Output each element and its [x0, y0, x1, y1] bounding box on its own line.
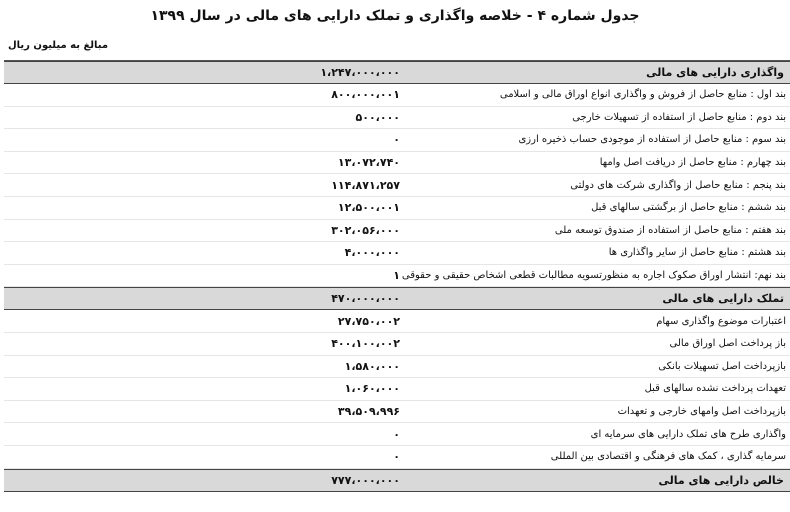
row-value: ۱۱۴،۸۷۱،۲۵۷ [331, 178, 400, 192]
section-label: خالص دارایی های مالی [658, 473, 784, 487]
row-value: ۴،۰۰۰،۰۰۰ [344, 246, 400, 260]
unit-note: مبالغ به میلیون ریال [8, 40, 109, 51]
row-label: بند پنجم : منابع حاصل از واگذاری شرکت های دولتی [570, 179, 786, 191]
row-label: بند سوم : منابع حاصل از استفاده از موجودی حساب ذخیره ارزی [518, 134, 786, 146]
row-label: بازپرداخت اصل وامهای خارجی و تعهدات [617, 406, 786, 418]
section-label: تملک دارایی های مالی [662, 292, 784, 306]
section-row [4, 469, 790, 492]
row-value: ۴۰۰،۱۰۰،۰۰۲ [331, 337, 400, 351]
row-value: ۰ [393, 427, 400, 441]
row-label: اعتبارات موضوع واگذاری سهام [656, 315, 786, 327]
row-value: ۱۲،۵۰۰،۰۰۱ [337, 201, 400, 215]
row-value: ۳۰۲،۰۵۶،۰۰۰ [331, 223, 400, 237]
section-value: ۱،۲۴۷،۰۰۰،۰۰۰ [320, 66, 400, 79]
row-value: ۸۰۰،۰۰۰،۰۰۱ [331, 88, 400, 102]
row-value: ۵۰۰،۰۰۰ [355, 110, 400, 124]
table-row [4, 129, 790, 152]
section-value: ۷۷۷،۰۰۰،۰۰۰ [331, 473, 400, 487]
row-label: واگذاری طرح های تملک دارایی های سرمایه ای [590, 428, 786, 440]
table-row [4, 242, 790, 265]
section-value: ۴۷۰،۰۰۰،۰۰۰ [331, 292, 400, 306]
table-row [4, 423, 790, 446]
row-label: بند دوم : منابع حاصل از استفاده از تسهیلات خارجی [572, 111, 786, 123]
row-value: ۱،۰۶۰،۰۰۰ [344, 382, 400, 396]
row-label: بند ششم : منابع حاصل از برگشتی سالهای قبل [591, 202, 786, 214]
table-row [4, 220, 790, 243]
table-title: جدول شماره ۴ - خلاصه واگذاری و تملک دارایی های مالی در سال ۱۳۹۹ [150, 8, 640, 24]
section-row [4, 287, 790, 310]
row-label: سرمایه گذاری ، کمک های فرهنگی و اقتصادی بین المللی [550, 451, 786, 463]
table-row [4, 401, 790, 424]
row-label: بازپرداخت اصل تسهیلات بانکی [658, 360, 786, 372]
row-label: بند اول : منابع حاصل از فروش و واگذاری انواع اوراق مالی و اسلامی [499, 89, 786, 101]
row-value: ۱،۵۸۰،۰۰۰ [344, 359, 400, 373]
row-value: ۰ [393, 133, 400, 147]
row-label: بند هشتم : منابع حاصل از سایر واگذاری ها [608, 247, 786, 259]
table-row [4, 107, 790, 130]
row-label: تعهدات پرداخت نشده سالهای قبل [644, 383, 786, 395]
row-value: ۳۹،۵۰۹،۹۹۶ [337, 405, 400, 419]
section-label: واگذاری دارایی های مالی [646, 66, 784, 79]
table-row [4, 265, 790, 288]
row-label: بند هفتم : منابع حاصل از استفاده از صندوق توسعه ملی [554, 224, 786, 236]
row-label: باز پرداخت اصل اوراق مالی [669, 338, 786, 350]
section-row [4, 61, 790, 84]
table-row [4, 310, 790, 333]
row-label: بند نهم: انتشار اوراق صکوک اجاره به منظورتسویه مطالبات قطعی اشخاص حقیقی و حقوقی [401, 270, 786, 282]
row-value: ۲۷،۷۵۰،۰۰۲ [337, 314, 400, 328]
table-row [4, 356, 790, 379]
row-label: بند چهارم : منابع حاصل از دریافت اصل وامها [599, 157, 786, 169]
row-value: ۰ [393, 450, 400, 464]
summary-table [4, 60, 790, 492]
table-row [4, 378, 790, 401]
row-value: ۱۳،۰۷۲،۷۴۰ [337, 156, 400, 170]
table-row [4, 197, 790, 220]
table-row [4, 84, 790, 107]
table-row [4, 174, 790, 197]
row-value: ۱ [393, 269, 400, 283]
table-row [4, 333, 790, 356]
table-row [4, 152, 790, 175]
table-row [4, 446, 790, 469]
